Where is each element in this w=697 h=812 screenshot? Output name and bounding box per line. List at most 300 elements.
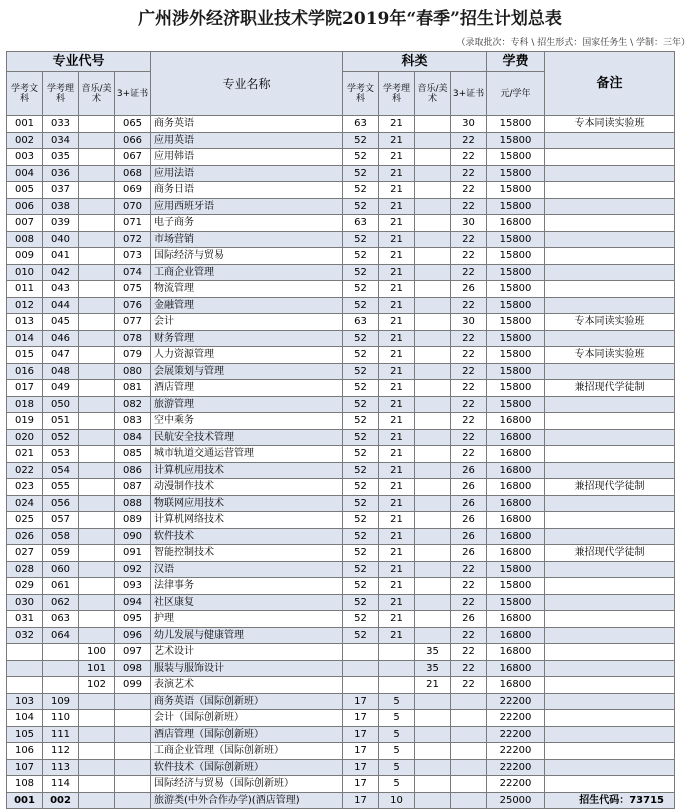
cell-code-yinyue <box>79 594 115 611</box>
cell-code-yinyue <box>79 149 115 166</box>
cell-quota-yinyue <box>415 462 451 479</box>
cell-code-zheng: 079 <box>115 347 151 364</box>
cell-remark <box>545 743 675 760</box>
cell-remark: 兼招现代学徒制 <box>545 545 675 562</box>
cell-quota-yinyue <box>415 314 451 331</box>
cell-code-yinyue <box>79 611 115 628</box>
cell-quota-like: 21 <box>379 347 415 364</box>
cell-quota-zheng: 22 <box>451 165 487 182</box>
cell-fee: 16800 <box>487 495 545 512</box>
cell-fee: 15800 <box>487 132 545 149</box>
cell-major: 动漫制作技术 <box>151 479 343 496</box>
cell-fee: 15800 <box>487 330 545 347</box>
cell-code-zheng: 099 <box>115 677 151 694</box>
cell-code-zheng: 070 <box>115 198 151 215</box>
cell-code-zheng: 094 <box>115 594 151 611</box>
cell-quota-like: 5 <box>379 726 415 743</box>
cell-quota-wenke: 52 <box>343 165 379 182</box>
cell-quota-like: 21 <box>379 116 415 133</box>
table-row <box>7 198 675 215</box>
cell-code-like: 041 <box>43 248 79 265</box>
cell-quota-wenke: 17 <box>343 693 379 710</box>
cell-code-yinyue <box>79 743 115 760</box>
header-remark: 备注 <box>545 52 675 116</box>
cell-major: 汉语 <box>151 561 343 578</box>
table-row <box>7 743 675 760</box>
cell-fee: 16800 <box>487 512 545 529</box>
cell-major: 软件技术（国际创新班） <box>151 759 343 776</box>
cell-code-zheng <box>115 710 151 727</box>
cell-quota-wenke: 52 <box>343 462 379 479</box>
cell-fee: 15800 <box>487 561 545 578</box>
cell-quota-like: 21 <box>379 297 415 314</box>
cell-code-yinyue <box>79 710 115 727</box>
cell-quota-yinyue <box>415 545 451 562</box>
cell-code-like: 002 <box>43 792 79 809</box>
cell-remark <box>545 297 675 314</box>
cell-remark <box>545 429 675 446</box>
cell-quota-wenke: 52 <box>343 347 379 364</box>
cell-quota-zheng: 22 <box>451 644 487 661</box>
cell-major: 旅游管理 <box>151 396 343 413</box>
cell-code-zheng: 081 <box>115 380 151 397</box>
cell-code-yinyue <box>79 215 115 232</box>
cell-quota-yinyue <box>415 116 451 133</box>
cell-quota-wenke: 52 <box>343 264 379 281</box>
cell-remark <box>545 611 675 628</box>
cell-quota-like <box>379 660 415 677</box>
cell-quota-like: 21 <box>379 512 415 529</box>
cell-fee: 16800 <box>487 545 545 562</box>
table-row <box>7 545 675 562</box>
cell-code-like: 046 <box>43 330 79 347</box>
cell-code-yinyue <box>79 528 115 545</box>
cell-quota-zheng: 22 <box>451 132 487 149</box>
cell-quota-wenke: 52 <box>343 231 379 248</box>
cell-quota-wenke: 52 <box>343 611 379 628</box>
cell-code-like: 061 <box>43 578 79 595</box>
cell-remark <box>545 413 675 430</box>
cell-code-wenke: 032 <box>7 627 43 644</box>
cell-fee: 22200 <box>487 693 545 710</box>
table-row <box>7 578 675 595</box>
cell-quota-zheng <box>451 726 487 743</box>
cell-major: 城市轨道交通运营管理 <box>151 446 343 463</box>
cell-quota-like: 21 <box>379 446 415 463</box>
cell-quota-zheng: 22 <box>451 677 487 694</box>
cell-quota-wenke: 52 <box>343 578 379 595</box>
cell-code-like: 057 <box>43 512 79 529</box>
cell-code-wenke: 008 <box>7 231 43 248</box>
table-row <box>7 182 675 199</box>
cell-major: 酒店管理（国际创新班） <box>151 726 343 743</box>
cell-fee: 16800 <box>487 627 545 644</box>
cell-quota-wenke: 52 <box>343 297 379 314</box>
cell-quota-like: 21 <box>379 248 415 265</box>
cell-quota-yinyue <box>415 792 451 809</box>
cell-quota-yinyue: 21 <box>415 677 451 694</box>
cell-code-yinyue <box>79 281 115 298</box>
cell-fee: 15800 <box>487 231 545 248</box>
cell-quota-wenke: 52 <box>343 479 379 496</box>
cell-quota-zheng: 22 <box>451 363 487 380</box>
cell-code-zheng: 085 <box>115 446 151 463</box>
cell-code-yinyue <box>79 297 115 314</box>
cell-code-zheng: 080 <box>115 363 151 380</box>
cell-remark: 兼招现代学徒制 <box>545 380 675 397</box>
cell-fee: 15800 <box>487 314 545 331</box>
cell-code-wenke: 105 <box>7 726 43 743</box>
table-row-last <box>7 792 675 809</box>
cell-quota-yinyue <box>415 479 451 496</box>
cell-quota-yinyue <box>415 297 451 314</box>
cell-code-zheng: 090 <box>115 528 151 545</box>
cell-code-wenke: 104 <box>7 710 43 727</box>
cell-major: 酒店管理 <box>151 380 343 397</box>
cell-major: 商务日语 <box>151 182 343 199</box>
cell-quota-like: 21 <box>379 545 415 562</box>
cell-code-wenke: 028 <box>7 561 43 578</box>
cell-quota-like: 21 <box>379 281 415 298</box>
cell-code-wenke: 009 <box>7 248 43 265</box>
cell-code-wenke: 029 <box>7 578 43 595</box>
cell-remark <box>545 759 675 776</box>
cell-code-yinyue <box>79 314 115 331</box>
header-col-like: 学考理科 <box>43 72 79 116</box>
cell-remark <box>545 578 675 595</box>
cell-code-like: 047 <box>43 347 79 364</box>
cell-quota-like: 21 <box>379 462 415 479</box>
cell-code-wenke: 010 <box>7 264 43 281</box>
cell-major: 空中乘务 <box>151 413 343 430</box>
cell-code-like: 110 <box>43 710 79 727</box>
cell-major: 人力资源管理 <box>151 347 343 364</box>
table-row <box>7 462 675 479</box>
cell-quota-yinyue <box>415 182 451 199</box>
cell-fee: 16800 <box>487 611 545 628</box>
cell-quota-zheng: 22 <box>451 429 487 446</box>
cell-quota-zheng: 26 <box>451 528 487 545</box>
cell-quota-yinyue <box>415 528 451 545</box>
cell-quota-wenke: 52 <box>343 281 379 298</box>
cell-code-wenke: 016 <box>7 363 43 380</box>
cell-quota-like: 21 <box>379 132 415 149</box>
plan-table <box>6 51 675 809</box>
cell-major: 法律事务 <box>151 578 343 595</box>
cell-remark <box>545 495 675 512</box>
cell-quota-zheng: 22 <box>451 380 487 397</box>
table-row <box>7 512 675 529</box>
cell-quota-yinyue <box>415 594 451 611</box>
table-row <box>7 297 675 314</box>
cell-quota-zheng: 30 <box>451 314 487 331</box>
cell-major: 智能控制技术 <box>151 545 343 562</box>
cell-code-zheng <box>115 776 151 793</box>
cell-code-like: 040 <box>43 231 79 248</box>
table-row <box>7 726 675 743</box>
cell-fee: 16800 <box>487 479 545 496</box>
cell-code-yinyue: 101 <box>79 660 115 677</box>
cell-quota-zheng: 26 <box>451 462 487 479</box>
cell-quota-yinyue <box>415 281 451 298</box>
cell-quota-like <box>379 677 415 694</box>
cell-code-zheng: 071 <box>115 215 151 232</box>
cell-code-yinyue <box>79 693 115 710</box>
cell-remark <box>545 776 675 793</box>
cell-code-yinyue <box>79 363 115 380</box>
cell-code-like: 063 <box>43 611 79 628</box>
cell-code-like: 058 <box>43 528 79 545</box>
cell-code-wenke: 001 <box>7 792 43 809</box>
cell-major: 市场营销 <box>151 231 343 248</box>
cell-quota-like: 21 <box>379 396 415 413</box>
cell-remark: 专本同读实验班 <box>545 347 675 364</box>
cell-code-wenke: 103 <box>7 693 43 710</box>
cell-major: 物流管理 <box>151 281 343 298</box>
cell-remark <box>545 561 675 578</box>
table-row <box>7 495 675 512</box>
cell-remark <box>545 248 675 265</box>
cell-major: 物联网应用技术 <box>151 495 343 512</box>
cell-quota-zheng <box>451 743 487 760</box>
cell-quota-like: 21 <box>379 528 415 545</box>
cell-remark: 专本同读实验班 <box>545 116 675 133</box>
cell-quota-wenke: 52 <box>343 627 379 644</box>
cell-code-wenke: 019 <box>7 413 43 430</box>
cell-code-like: 060 <box>43 561 79 578</box>
cell-remark <box>545 231 675 248</box>
cell-code-like: 051 <box>43 413 79 430</box>
cell-quota-like <box>379 644 415 661</box>
cell-quota-like: 21 <box>379 594 415 611</box>
cell-code-yinyue <box>79 413 115 430</box>
table-row <box>7 710 675 727</box>
cell-quota-zheng: 26 <box>451 611 487 628</box>
cell-code-wenke: 017 <box>7 380 43 397</box>
cell-quota-like: 5 <box>379 743 415 760</box>
header-code-group: 专业代号 <box>7 52 151 72</box>
cell-code-like: 039 <box>43 215 79 232</box>
cell-quota-zheng: 26 <box>451 281 487 298</box>
table-row <box>7 347 675 364</box>
cell-code-like: 109 <box>43 693 79 710</box>
cell-quota-wenke: 52 <box>343 528 379 545</box>
cell-quota-zheng: 22 <box>451 231 487 248</box>
cell-fee: 15800 <box>487 264 545 281</box>
table-row <box>7 116 675 133</box>
cell-quota-zheng: 26 <box>451 495 487 512</box>
cell-remark <box>545 528 675 545</box>
cell-code-zheng: 074 <box>115 264 151 281</box>
cell-code-like: 050 <box>43 396 79 413</box>
cell-code-yinyue <box>79 116 115 133</box>
cell-code-like: 045 <box>43 314 79 331</box>
cell-code-zheng: 089 <box>115 512 151 529</box>
cell-major: 社区康复 <box>151 594 343 611</box>
cell-code-yinyue <box>79 792 115 809</box>
cell-quota-zheng <box>451 759 487 776</box>
table-row <box>7 413 675 430</box>
cell-quota-like: 21 <box>379 165 415 182</box>
cell-quota-wenke: 17 <box>343 710 379 727</box>
cell-quota-wenke: 52 <box>343 429 379 446</box>
cell-remark <box>545 512 675 529</box>
header-col-yinyue: 音乐/美术 <box>79 72 115 116</box>
cell-quota-yinyue <box>415 429 451 446</box>
cell-quota-zheng: 22 <box>451 297 487 314</box>
cell-quota-zheng: 22 <box>451 627 487 644</box>
cell-code-wenke: 005 <box>7 182 43 199</box>
table-body <box>7 116 675 793</box>
cell-quota-wenke: 52 <box>343 198 379 215</box>
cell-major: 会计（国际创新班） <box>151 710 343 727</box>
cell-code-zheng <box>115 792 151 809</box>
cell-remark: 专本同读实验班 <box>545 314 675 331</box>
cell-remark <box>545 281 675 298</box>
cell-code-like: 053 <box>43 446 79 463</box>
cell-code-wenke <box>7 660 43 677</box>
cell-quota-wenke: 52 <box>343 545 379 562</box>
cell-code-yinyue <box>79 231 115 248</box>
cell-remark <box>545 363 675 380</box>
cell-quota-wenke: 52 <box>343 396 379 413</box>
cell-quota-wenke: 17 <box>343 792 379 809</box>
cell-code-wenke: 023 <box>7 479 43 496</box>
cell-quota-wenke: 17 <box>343 759 379 776</box>
cell-quota-yinyue <box>415 347 451 364</box>
cell-code-like: 034 <box>43 132 79 149</box>
cell-code-like: 036 <box>43 165 79 182</box>
header-k-zheng: 3+证书 <box>451 72 487 116</box>
cell-quota-yinyue <box>415 512 451 529</box>
cell-remark <box>545 693 675 710</box>
cell-quota-zheng: 22 <box>451 347 487 364</box>
cell-major: 民航安全技术管理 <box>151 429 343 446</box>
cell-code-yinyue <box>79 561 115 578</box>
cell-fee: 15800 <box>487 297 545 314</box>
cell-code-wenke: 012 <box>7 297 43 314</box>
cell-quota-like: 21 <box>379 627 415 644</box>
cell-quota-like: 21 <box>379 578 415 595</box>
cell-quota-like: 21 <box>379 215 415 232</box>
cell-fee: 15800 <box>487 594 545 611</box>
cell-code-zheng: 096 <box>115 627 151 644</box>
cell-remark <box>545 132 675 149</box>
cell-major: 应用韩语 <box>151 149 343 166</box>
cell-remark <box>545 330 675 347</box>
cell-quota-yinyue <box>415 759 451 776</box>
cell-code-yinyue: 102 <box>79 677 115 694</box>
cell-quota-yinyue <box>415 710 451 727</box>
cell-quota-like: 5 <box>379 710 415 727</box>
cell-fee: 15800 <box>487 149 545 166</box>
enrollment-code-value: 73715 <box>629 794 664 806</box>
table-row <box>7 429 675 446</box>
cell-quota-zheng: 22 <box>451 182 487 199</box>
cell-remark <box>545 594 675 611</box>
cell-code-wenke: 106 <box>7 743 43 760</box>
cell-code-yinyue <box>79 726 115 743</box>
cell-quota-zheng: 22 <box>451 561 487 578</box>
cell-code-like: 114 <box>43 776 79 793</box>
cell-code-like: 042 <box>43 264 79 281</box>
cell-remark <box>545 165 675 182</box>
cell-quota-like: 21 <box>379 611 415 628</box>
cell-code-yinyue <box>79 347 115 364</box>
cell-code-yinyue <box>79 396 115 413</box>
cell-quota-yinyue <box>415 627 451 644</box>
cell-quota-zheng: 26 <box>451 545 487 562</box>
cell-quota-like: 21 <box>379 198 415 215</box>
cell-code-zheng: 065 <box>115 116 151 133</box>
cell-code-zheng: 084 <box>115 429 151 446</box>
cell-quota-wenke <box>343 644 379 661</box>
cell-code-like: 064 <box>43 627 79 644</box>
cell-major: 计算机网络技术 <box>151 512 343 529</box>
cell-major: 应用法语 <box>151 165 343 182</box>
cell-fee: 25000 <box>487 792 545 809</box>
cell-quota-yinyue <box>415 264 451 281</box>
cell-code-yinyue <box>79 578 115 595</box>
cell-major: 服装与服饰设计 <box>151 660 343 677</box>
table-header <box>7 52 675 116</box>
cell-code-wenke: 015 <box>7 347 43 364</box>
cell-quota-wenke: 52 <box>343 446 379 463</box>
cell-code-zheng: 072 <box>115 231 151 248</box>
cell-fee: 15800 <box>487 396 545 413</box>
cell-code-wenke: 007 <box>7 215 43 232</box>
cell-quota-zheng <box>451 792 487 809</box>
page-subtitle: （录取批次：专科 \ 招生形式：国家任务生 \ 学制：三年） <box>456 38 690 48</box>
cell-quota-like: 21 <box>379 561 415 578</box>
cell-major: 会计 <box>151 314 343 331</box>
cell-major: 会展策划与管理 <box>151 363 343 380</box>
cell-code-like: 056 <box>43 495 79 512</box>
cell-code-yinyue <box>79 479 115 496</box>
header-k-yinyue: 音乐/美术 <box>415 72 451 116</box>
cell-quota-wenke: 52 <box>343 363 379 380</box>
cell-code-yinyue <box>79 380 115 397</box>
cell-code-zheng: 088 <box>115 495 151 512</box>
cell-code-yinyue <box>79 512 115 529</box>
cell-code-yinyue <box>79 545 115 562</box>
cell-code-yinyue <box>79 462 115 479</box>
cell-quota-zheng: 22 <box>451 248 487 265</box>
cell-code-wenke: 030 <box>7 594 43 611</box>
cell-code-zheng: 077 <box>115 314 151 331</box>
header-fee-group: 学费 <box>487 52 545 72</box>
cell-quota-wenke: 17 <box>343 726 379 743</box>
cell-quota-like: 21 <box>379 380 415 397</box>
cell-code-yinyue <box>79 776 115 793</box>
cell-code-wenke: 021 <box>7 446 43 463</box>
cell-code-like: 043 <box>43 281 79 298</box>
cell-code-like: 054 <box>43 462 79 479</box>
cell-quota-wenke: 52 <box>343 413 379 430</box>
cell-major: 国际经济与贸易（国际创新班） <box>151 776 343 793</box>
cell-fee: 15800 <box>487 116 545 133</box>
cell-quota-like: 5 <box>379 776 415 793</box>
cell-remark: 兼招现代学徒制 <box>545 479 675 496</box>
cell-code-like <box>43 660 79 677</box>
cell-code-like: 062 <box>43 594 79 611</box>
cell-fee: 15800 <box>487 281 545 298</box>
table-row <box>7 264 675 281</box>
cell-quota-yinyue <box>415 215 451 232</box>
cell-quota-zheng <box>451 693 487 710</box>
cell-code-zheng: 066 <box>115 132 151 149</box>
cell-quota-zheng: 22 <box>451 660 487 677</box>
